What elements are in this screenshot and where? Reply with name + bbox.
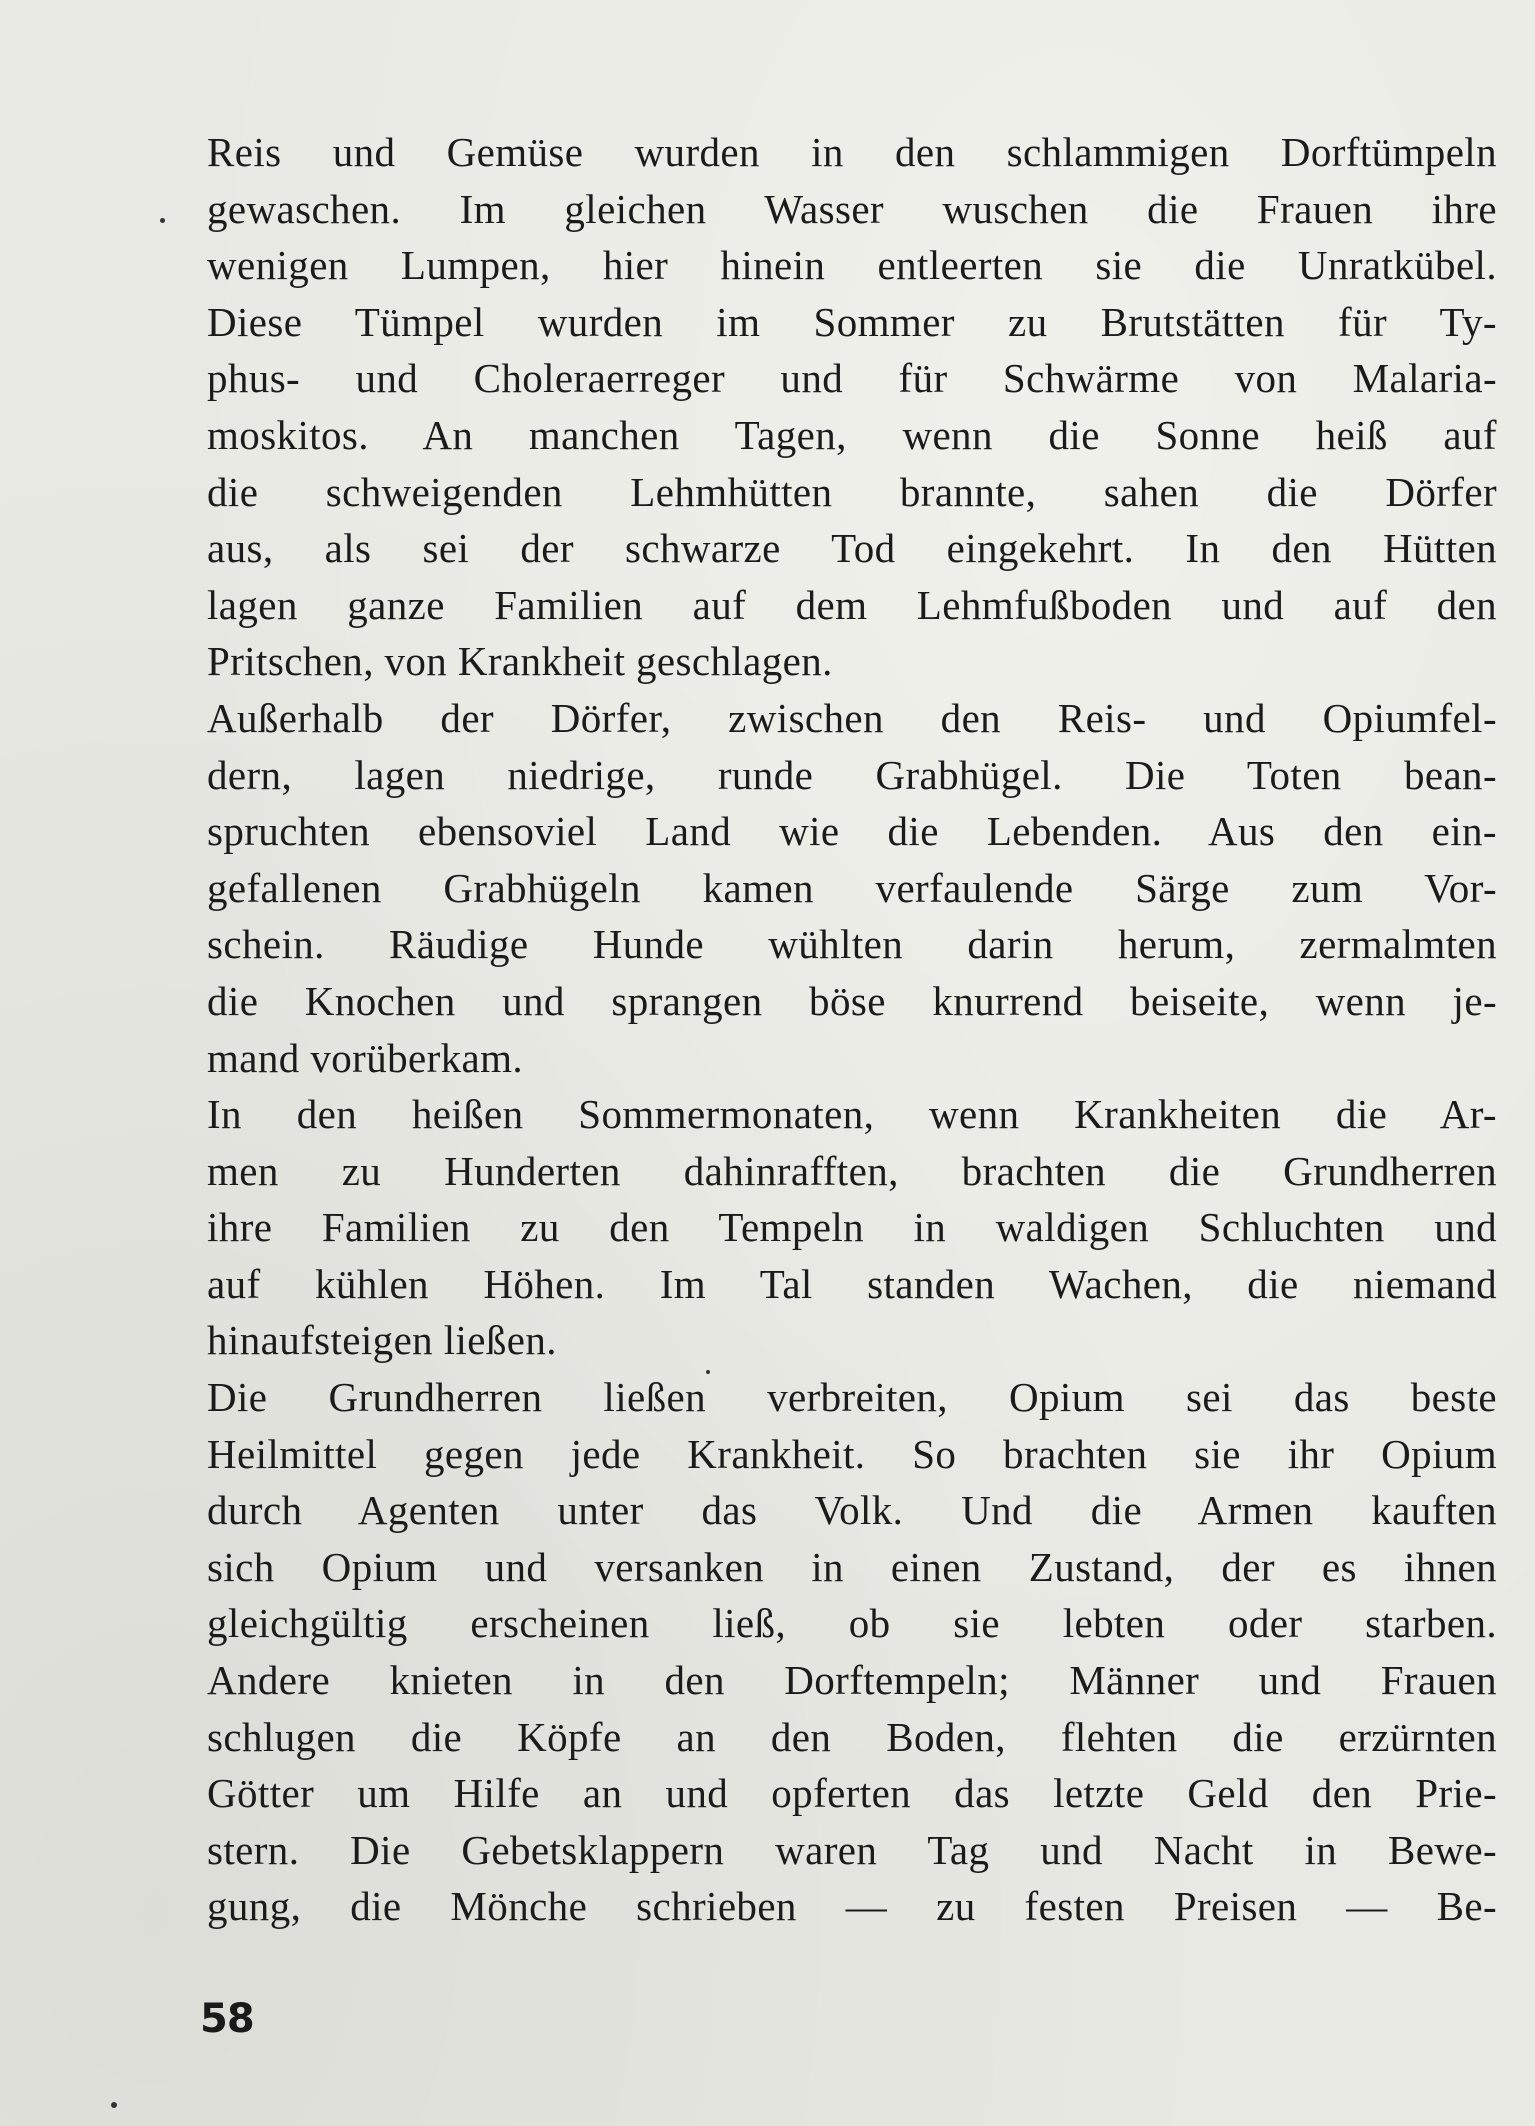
text-line: In den heißen Sommermonaten, wenn Krankheiten die Ar- [207, 1091, 1497, 1138]
page-number: 58 [200, 1996, 254, 2042]
text-line: moskitos. An manchen Tagen, wenn die Sonne heiß auf [207, 411, 1497, 458]
text-line: lagen ganze Familien auf dem Lehmfußboden und auf den [207, 581, 1497, 628]
text-line: wenigen Lumpen, hier hinein entleerten sie die Unratkübel. [207, 242, 1497, 289]
text-line: Reis und Gemüse wurden in den schlammigen Dorftümpeln [207, 129, 1497, 175]
text-line: ihre Familien zu den Tempeln in waldigen Schluchten und [207, 1204, 1497, 1251]
text-line: gewaschen. Im gleichen Wasser wuschen die Frauen ihre [207, 185, 1497, 232]
text-line: durch Agenten unter das Volk. Und die Armen kauften [207, 1487, 1497, 1534]
print-speck [111, 2102, 117, 2108]
text-line: Diese Tümpel wurden im Sommer zu Brutstätten für Ty- [207, 298, 1497, 345]
text-line: aus, als sei der schwarze Tod eingekehrt. In den Hütten [207, 525, 1497, 572]
text-line: die schweigenden Lehmhütten brannte, sahen die Dörfer [207, 468, 1497, 515]
paragraph-end-line: hinaufsteigen ließen. [207, 1317, 557, 1364]
text-line: spruchten ebensoviel Land wie die Lebenden. Aus den ein- [207, 808, 1497, 855]
text-line: die Knochen und sprangen böse knurrend beiseite, wenn je- [207, 977, 1497, 1024]
text-line: stern. Die Gebetsklappern waren Tag und Nacht in Bewe- [207, 1826, 1497, 1873]
text-line: gleichgültig erscheinen ließ, ob sie lebten oder starben. [207, 1600, 1497, 1647]
text-line: phus- und Choleraerreger und für Schwärme von Malaria- [207, 355, 1497, 402]
text-line: sich Opium und versanken in einen Zustand, der es ihnen [207, 1543, 1497, 1590]
text-line: Götter um Hilfe an und opferten das letzte Geld den Prie- [207, 1770, 1497, 1817]
text-line: gefallenen Grabhügeln kamen verfaulende Särge zum Vor- [207, 864, 1497, 911]
text-line: gung, die Mönche schrieben — zu festen Preisen — Be- [207, 1883, 1497, 1930]
paragraph-end-line: Pritschen, von Krankheit geschlagen. [207, 638, 833, 685]
text-line: schein. Räudige Hunde wühlten darin herum, zermalmten [207, 921, 1497, 968]
text-line: Heilmittel gegen jede Krankheit. So brachten sie ihr Opium [207, 1430, 1497, 1477]
text-line: men zu Hunderten dahinrafften, brachten die Grundherren [207, 1147, 1497, 1194]
text-line: dern, lagen niedrige, runde Grabhügel. Die Toten bean- [207, 751, 1497, 798]
body-text [207, 124, 1497, 1935]
text-line: auf kühlen Höhen. Im Tal standen Wachen, die niemand [207, 1260, 1497, 1307]
print-speck [706, 1370, 710, 1374]
text-line: Andere knieten in den Dorftempeln; Männer und Frauen [207, 1657, 1497, 1704]
text-line: schlugen die Köpfe an den Boden, flehten die erzürnten [207, 1713, 1497, 1760]
text-line: Die Grundherren ließen verbreiten, Opium sei das beste [207, 1374, 1497, 1421]
print-speck [160, 218, 165, 223]
text-line: Außerhalb der Dörfer, zwischen den Reis- und Opiumfel- [207, 694, 1497, 741]
paragraph-end-line: mand vorüberkam. [207, 1034, 524, 1081]
